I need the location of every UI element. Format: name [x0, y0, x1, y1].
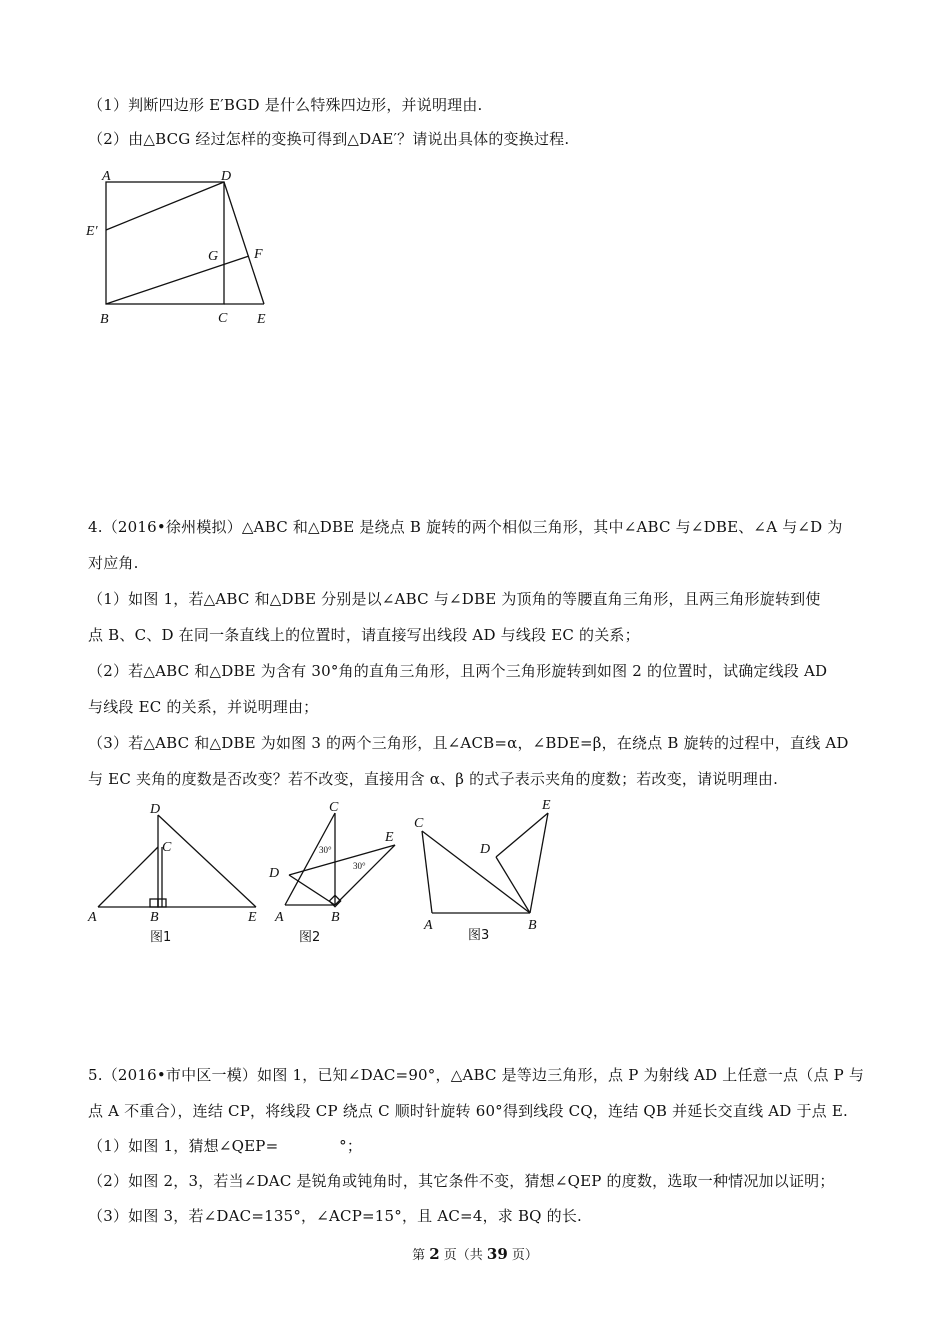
q4-part2-line1: （2）若△ABC 和△DBE 为含有 30°角的直角三角形，且两个三角形旋转到如图 2 的位置时，试确定线段 AD [88, 662, 828, 680]
q4-figure-3 [410, 795, 570, 950]
page-footer [0, 1244, 950, 1263]
footer-suffix: 页） [507, 1248, 538, 1263]
q4-stem-line2: 对应角. [88, 554, 139, 572]
label-E: E [257, 312, 266, 327]
fig2-label-A: A [275, 910, 284, 925]
footer-prefix: 第 [412, 1248, 430, 1263]
q4-part3-line2: 与 EC 夹角的度数是否改变？若不改变，直接用含 α、β 的式子表示夹角的度数；若改变，请说明理由. [88, 770, 779, 788]
q5-stem-line1: 5.（2016•市中区一模）如图 1，已知∠DAC=90°，△ABC 是等边三角形，点 P 为射线 AD 上任意一点（点 P 与 [88, 1066, 865, 1084]
fig3-label-A: A [424, 918, 433, 933]
q4-part2-line2: 与线段 EC 的关系，并说明理由； [88, 698, 319, 716]
q3-part1: （1）判断四边形 E′BGD 是什么特殊四边形，并说明理由. [88, 96, 483, 114]
fig2-label-C: C [329, 800, 339, 815]
q5-stem-line2: 点 A 不重合），连结 CP，将线段 CP 绕点 C 顺时针旋转 60°得到线段 CQ，连结 QB 并延长交直线 AD 于点 E. [88, 1102, 848, 1120]
label-E-prime: E′ [86, 224, 98, 239]
fig1-caption: 图1 [150, 930, 172, 945]
fig2-label-D: D [269, 866, 280, 881]
fig1-label-C: C [162, 840, 172, 855]
label-A: A [102, 169, 111, 184]
fig3-label-C: C [414, 816, 424, 831]
fig2-angle-1: 30° [319, 845, 332, 855]
q5-part2: （2）如图 2，3，若当∠DAC 是锐角或钝角时，其它条件不变，猜想∠QEP 的度数，选取一种情况加以证明； [88, 1172, 835, 1190]
footer-total-pages: 39 [486, 1245, 508, 1263]
q4-part1-line2: 点 B、C、D 在同一条直线上的位置时，请直接写出线段 AD 与线段 EC 的关系； [88, 626, 640, 644]
label-C: C [218, 311, 228, 326]
q4-figure-2 [265, 795, 410, 950]
label-G: G [208, 249, 219, 264]
label-F: F [254, 247, 263, 262]
q3-part2: （2）由△BCG 经过怎样的变换可得到△DAE′？请说出具体的变换过程. [88, 130, 570, 148]
fig3-caption: 图3 [468, 928, 490, 943]
fig2-label-B: B [331, 910, 340, 925]
fig2-caption: 图2 [299, 930, 321, 945]
fig1-label-B: B [150, 910, 159, 925]
q4-part1-line1: （1）如图 1，若△ABC 和△DBE 分别是以∠ABC 与∠DBE 为顶角的等腰直角三角形，且两三角形旋转到使 [88, 590, 821, 608]
fig3-label-E: E [542, 798, 551, 813]
fig1-label-D: D [150, 802, 161, 817]
q3-figure [80, 160, 280, 335]
q4-stem-line1: 4.（2016•徐州模拟）△ABC 和△DBE 是绕点 B 旋转的两个相似三角形，其中∠ABC 与∠DBE、∠A 与∠D 为 [88, 518, 843, 536]
footer-middle: 页（共 [439, 1248, 487, 1263]
fig3-label-B: B [528, 918, 537, 933]
fig2-angle-2: 30° [353, 861, 366, 871]
footer-page-number: 2 [429, 1245, 440, 1263]
q4-figure-1 [80, 795, 280, 950]
fig1-label-A: A [88, 910, 97, 925]
q5-part1: （1）如图 1，猜想∠QEP= °； [88, 1137, 363, 1155]
q4-part3-line1: （3）若△ABC 和△DBE 为如图 3 的两个三角形，且∠ACB=α，∠BDE=β，在绕点 B 旋转的过程中，直线 AD [88, 734, 849, 752]
fig2-label-E: E [385, 830, 394, 845]
label-B: B [100, 312, 109, 327]
fig1-label-E: E [248, 910, 257, 925]
q5-part3: （3）如图 3，若∠DAC=135°，∠ACP=15°，且 AC=4，求 BQ 的长. [88, 1207, 582, 1225]
fig3-label-D: D [480, 842, 491, 857]
label-D: D [221, 169, 232, 184]
